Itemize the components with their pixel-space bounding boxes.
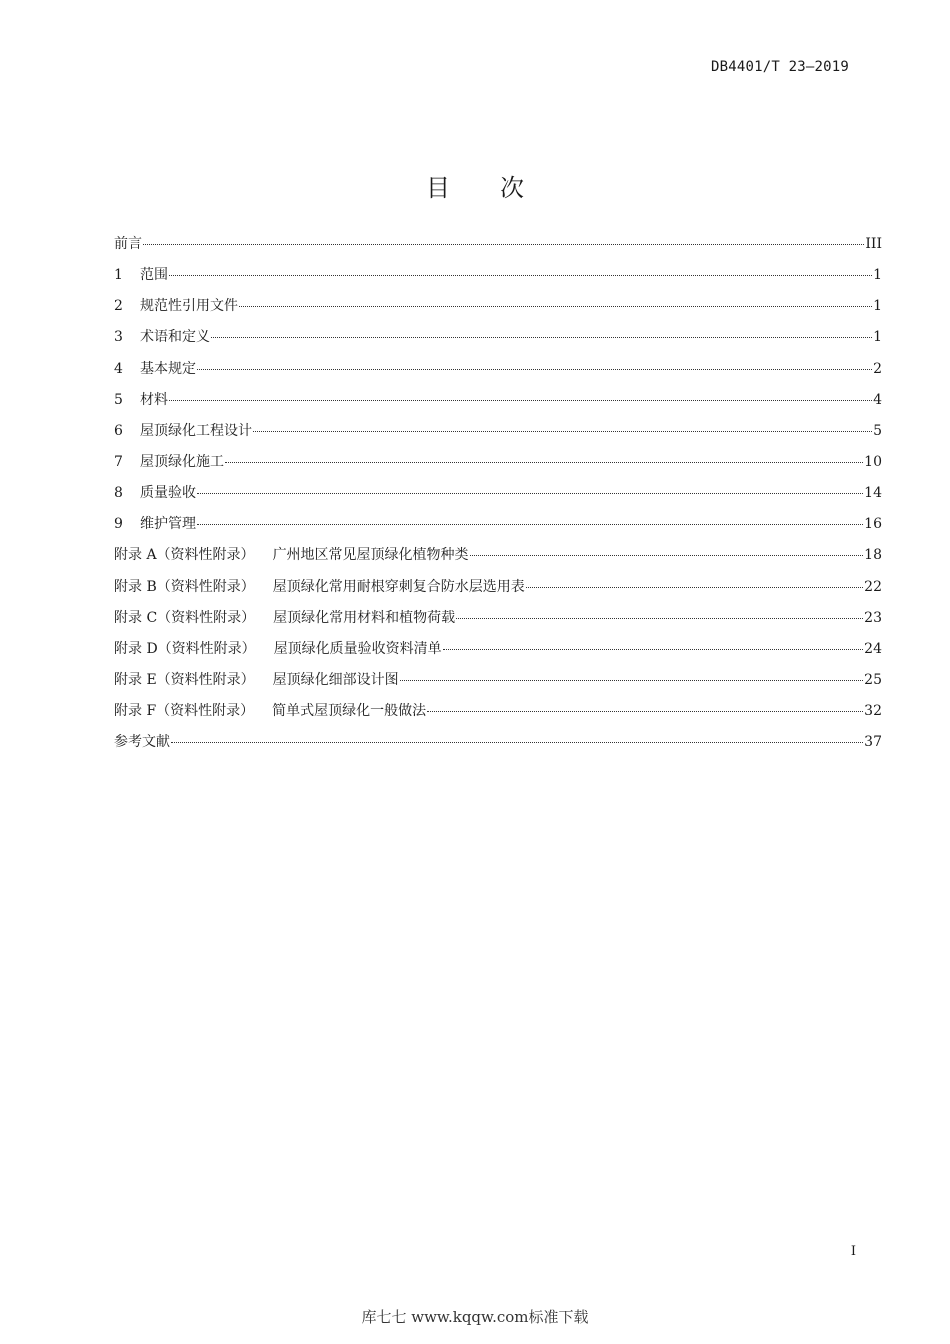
entry-title: 前言 xyxy=(114,236,142,252)
entry-title: 规范性引用文件 xyxy=(140,298,238,315)
entry-title: 维护管理 xyxy=(140,516,196,533)
entry-number: 7 xyxy=(114,453,123,470)
toc-entry-appendix-d[interactable] xyxy=(114,638,882,669)
toc-entry-3[interactable] xyxy=(114,326,882,357)
toc-entry-6[interactable] xyxy=(114,420,882,451)
entry-page: 10 xyxy=(864,453,882,470)
dot-leader xyxy=(197,369,872,370)
toc-entry-1[interactable] xyxy=(114,264,882,295)
entry-page: 14 xyxy=(864,485,882,502)
entry-page: 4 xyxy=(873,391,882,408)
entry-title: 附录 F（资料性附录） xyxy=(114,703,255,720)
entry-title: 屋顶绿化工程设计 xyxy=(140,422,252,439)
toc-entry-foreword[interactable] xyxy=(114,233,882,264)
dot-leader xyxy=(197,493,863,494)
dot-leader xyxy=(239,306,872,307)
toc-entry-8[interactable] xyxy=(114,482,882,513)
dot-leader xyxy=(211,337,872,338)
entry-page: 23 xyxy=(864,609,882,626)
entry-number: 1 xyxy=(114,267,123,284)
dot-leader xyxy=(470,555,864,556)
dot-leader xyxy=(143,244,864,245)
entry-title: 材料 xyxy=(140,391,168,408)
toc-entry-9[interactable] xyxy=(114,513,882,544)
entry-number: 3 xyxy=(114,329,123,346)
entry-page: 37 xyxy=(864,734,882,751)
entry-title: 附录 A（资料性附录） xyxy=(114,547,255,564)
entry-number: 4 xyxy=(114,360,123,377)
entry-subtitle: 屋顶绿化质量验收资料清单 xyxy=(273,640,442,657)
toc-entry-appendix-b[interactable] xyxy=(114,576,882,607)
entry-title: 附录 D（资料性附录） xyxy=(114,640,256,657)
entry-title: 术语和定义 xyxy=(140,329,210,346)
dot-leader xyxy=(456,618,863,619)
entry-title: 参考文献 xyxy=(114,734,170,751)
entry-number: 2 xyxy=(114,298,123,315)
dot-leader xyxy=(427,711,863,712)
dot-leader xyxy=(400,680,864,681)
toc-entry-appendix-e[interactable] xyxy=(114,669,882,700)
entry-page: 2 xyxy=(873,360,882,377)
dot-leader xyxy=(253,431,872,432)
entry-title: 附录 E（资料性附录） xyxy=(114,671,255,688)
toc-entry-7[interactable] xyxy=(114,451,882,482)
toc-entry-references[interactable] xyxy=(114,731,882,762)
toc-entry-4[interactable] xyxy=(114,358,882,389)
entry-title: 范围 xyxy=(140,267,168,284)
entry-subtitle: 广州地区常见屋顶绿化植物种类 xyxy=(272,547,469,564)
dot-leader xyxy=(443,649,863,650)
entry-page: 18 xyxy=(864,547,882,564)
entry-subtitle: 简单式屋顶绿化一般做法 xyxy=(272,703,427,720)
entry-page: 1 xyxy=(873,329,882,346)
toc-title: 目次 xyxy=(426,174,574,202)
entry-number: 6 xyxy=(114,422,123,439)
toc-entry-2[interactable] xyxy=(114,295,882,326)
entry-number: 9 xyxy=(114,516,123,533)
entry-page: 25 xyxy=(864,671,882,688)
entry-number: 8 xyxy=(114,485,123,502)
entry-page: 22 xyxy=(864,578,882,595)
table-of-contents xyxy=(114,233,882,762)
toc-entry-appendix-a[interactable] xyxy=(114,544,882,575)
dot-leader xyxy=(197,524,863,525)
entry-title: 基本规定 xyxy=(140,360,196,377)
toc-entry-appendix-f[interactable] xyxy=(114,700,882,731)
entry-title: 质量验收 xyxy=(140,485,196,502)
entry-subtitle: 屋顶绿化细部设计图 xyxy=(272,671,399,688)
entry-title: 屋顶绿化施工 xyxy=(140,453,224,470)
entry-number: 5 xyxy=(114,391,123,408)
entry-page: III xyxy=(865,236,882,252)
dot-leader xyxy=(169,400,872,401)
entry-page: 1 xyxy=(873,267,882,284)
toc-entry-appendix-c[interactable] xyxy=(114,607,882,638)
dot-leader xyxy=(225,462,863,463)
footer-watermark: 库七七 www.kqqw.com标准下载 xyxy=(361,1308,589,1326)
entry-title: 附录 C（资料性附录） xyxy=(114,609,256,626)
entry-title: 附录 B（资料性附录） xyxy=(114,578,255,595)
dot-leader xyxy=(526,587,863,588)
standard-code: DB4401/T 23—2019 xyxy=(710,59,849,75)
dot-leader xyxy=(169,275,872,276)
entry-page: 16 xyxy=(864,516,882,533)
entry-subtitle: 屋顶绿化常用耐根穿刺复合防水层选用表 xyxy=(272,578,525,595)
entry-page: 32 xyxy=(864,703,882,720)
entry-page: 1 xyxy=(873,298,882,315)
dot-leader xyxy=(171,742,863,743)
entry-page: 5 xyxy=(873,422,882,439)
entry-subtitle: 屋顶绿化常用材料和植物荷载 xyxy=(273,609,456,626)
toc-entry-5[interactable] xyxy=(114,389,882,420)
page-number: I xyxy=(850,1244,856,1259)
entry-page: 24 xyxy=(864,640,882,657)
